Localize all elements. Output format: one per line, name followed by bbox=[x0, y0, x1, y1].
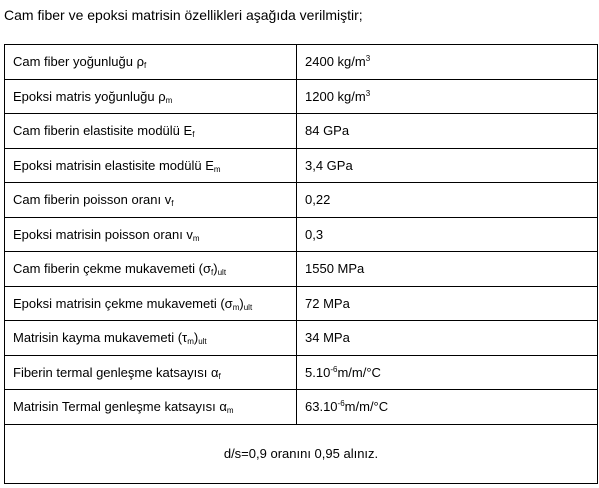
property-value: 2400 $kg/m^3$ bbox=[297, 45, 598, 80]
property-label: Epoksi matris yoğunluğu $\rho_m$ bbox=[5, 79, 297, 114]
property-label: Cam fiberin poisson oranı $v_f$ bbox=[5, 183, 297, 218]
table-row bbox=[5, 114, 598, 149]
property-value: 1550 MPa bbox=[297, 252, 598, 287]
property-value: 0,3 bbox=[297, 217, 598, 252]
table-row bbox=[5, 390, 598, 425]
table-row bbox=[5, 355, 598, 390]
property-label: Fiberin termal genleşme katsayısı $\alpha_f$ bbox=[5, 355, 297, 390]
note-row bbox=[5, 424, 598, 483]
property-label: Cam fiberin çekme mukavemeti $(\sigma_f)_{ult}$ bbox=[5, 252, 297, 287]
table-row bbox=[5, 148, 598, 183]
table-row bbox=[5, 217, 598, 252]
property-value: 0,22 bbox=[297, 183, 598, 218]
property-value: 3,4 GPa bbox=[297, 148, 598, 183]
table-row bbox=[5, 79, 598, 114]
property-label: Matrisin kayma mukavemeti $(\tau_m)_{ult}$ bbox=[5, 321, 297, 356]
property-value: 84 GPa bbox=[297, 114, 598, 149]
property-label: Cam fiber yoğunluğu $\rho_f$ bbox=[5, 45, 297, 80]
property-value: $5.10^{-6}m/m/^\circ C$ bbox=[297, 355, 598, 390]
table-row bbox=[5, 45, 598, 80]
property-value: 34 MPa bbox=[297, 321, 598, 356]
property-value: 72 MPa bbox=[297, 286, 598, 321]
property-label: Cam fiberin elastisite modülü $E_f$ bbox=[5, 114, 297, 149]
table-row bbox=[5, 252, 598, 287]
table-row bbox=[5, 183, 598, 218]
properties-table bbox=[4, 44, 598, 484]
property-value: 1200 $kg/m^3$ bbox=[297, 79, 598, 114]
property-label: Epoksi matrisin elastisite modülü $E_m$ bbox=[5, 148, 297, 183]
table-row bbox=[5, 286, 598, 321]
property-label: Epoksi matrisin poisson oranı $v_m$ bbox=[5, 217, 297, 252]
table-row bbox=[5, 321, 598, 356]
property-label: Epoksi matrisin çekme mukavemeti $(\sigma_m)_{ult}$ bbox=[5, 286, 297, 321]
note-text: d/s=0,9 oranını 0,95 alınız. bbox=[5, 424, 598, 483]
property-label: Matrisin Termal genleşme katsayısı $\alpha_m$ bbox=[5, 390, 297, 425]
properties-table-body bbox=[5, 45, 598, 484]
property-value: $63.10^{-6}m/m/^\circ C$ bbox=[297, 390, 598, 425]
intro-text: Cam fiber ve epoksi matrisin özellikleri aşağıda verilmiştir; bbox=[4, 7, 363, 23]
